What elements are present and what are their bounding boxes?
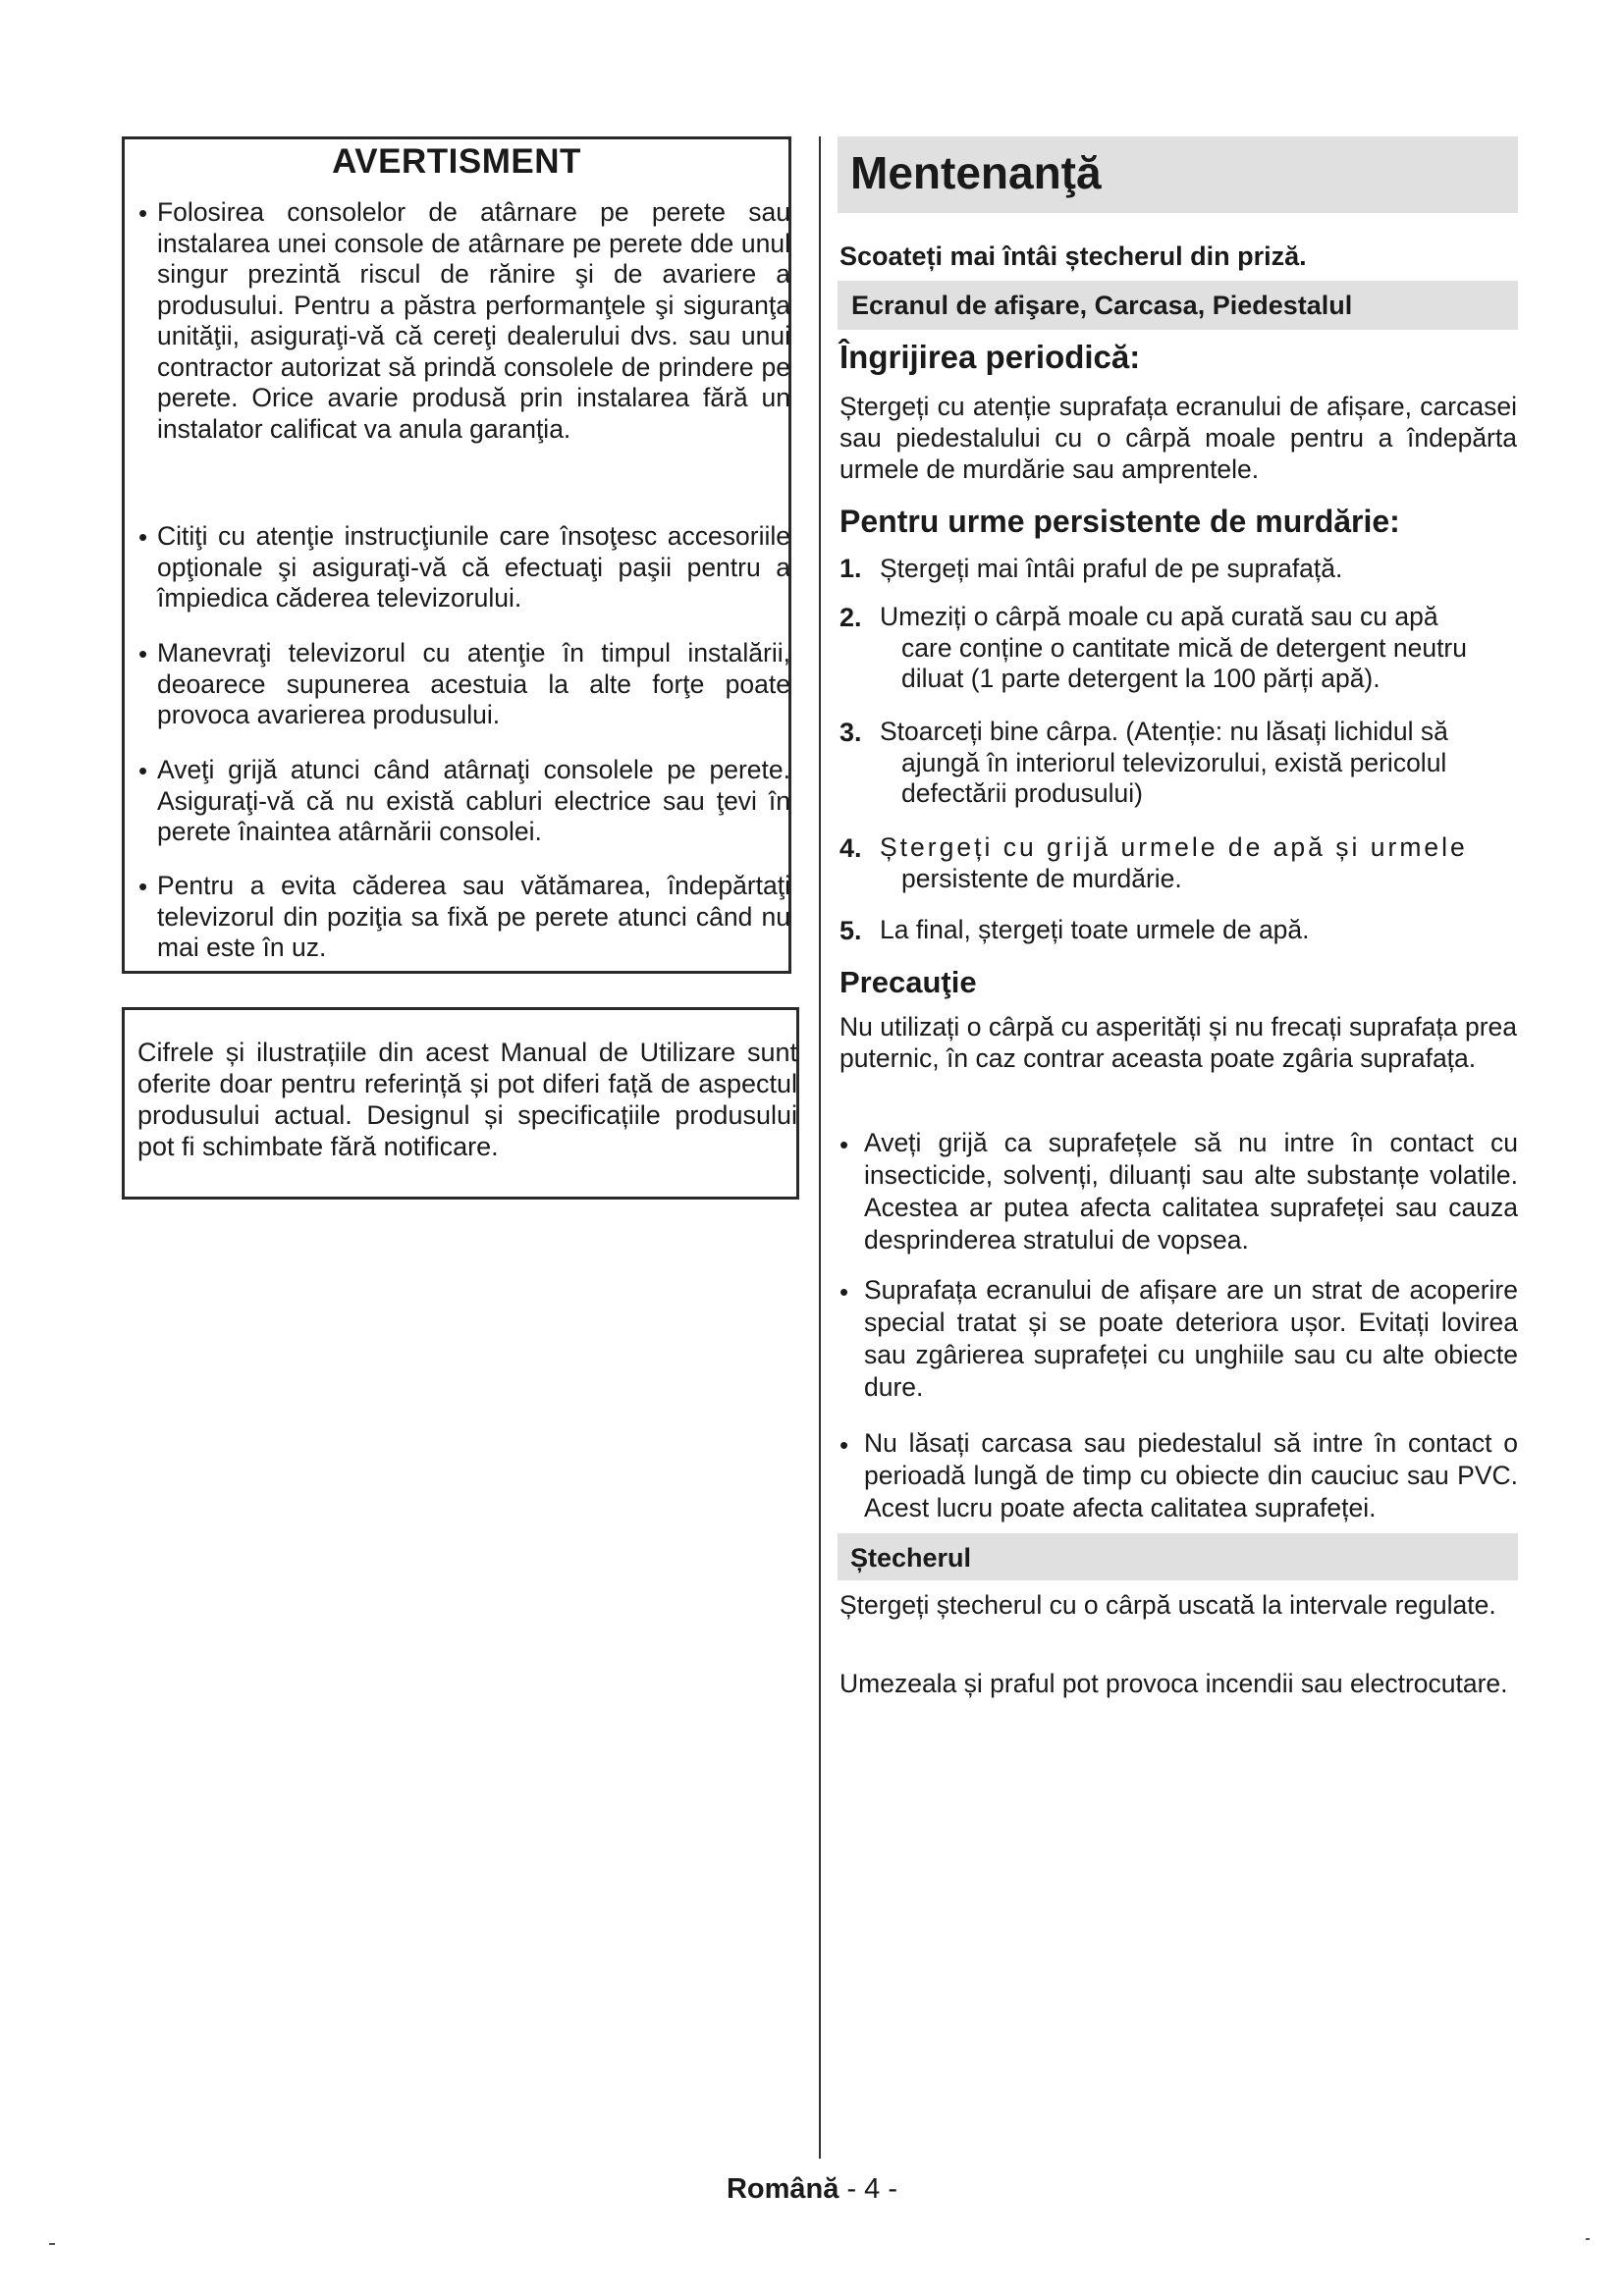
step-number: 1. <box>839 554 862 583</box>
plug-text-2: Umezeala și praful pot provoca incendii sau electrocutare. <box>839 1669 1508 1698</box>
column-divider <box>819 136 821 2159</box>
footer-language: Română <box>726 2173 839 2205</box>
step-text-continued: persistente de murdărie. <box>901 863 1182 893</box>
bullet: • <box>839 1130 849 1159</box>
bullet: • <box>839 1430 849 1460</box>
section-bar-label: Ecranul de afişare, Carcasa, Piedestalul <box>851 291 1353 320</box>
step-number: 4. <box>839 833 862 863</box>
warning-item-3: Manevraţi televizorul cu atenţie în timpul instalării, deoarece supunerea acestuia la alte forţe poate provoca avarierea produsului. <box>157 638 790 729</box>
step-text <box>880 832 1518 894</box>
plug-heading: Ștecherul <box>850 1543 972 1573</box>
step-text-line: Umeziți o cârpă moale cu apă curată sau cu apă <box>880 602 1438 631</box>
bullet: • <box>138 756 148 785</box>
warning-item-5: Pentru a evita căderea sau vătămarea, îndepărtaţi televizorul din poziţia sa fixă pe perete atunci când nu mai este în uz. <box>157 871 790 962</box>
step-number: 2. <box>839 603 862 632</box>
footer-page-number: - 4 - <box>846 2173 898 2205</box>
step-text-line: La final, ștergeți toate urmele de apă. <box>880 915 1310 944</box>
bullet: • <box>839 1277 849 1307</box>
step-text <box>880 554 1518 585</box>
step-number: 3. <box>839 718 862 747</box>
step-number: 5. <box>839 916 862 945</box>
step-text-continued: care conține o cantitate mică de detergent neutru diluat (1 parte detergent la 100 părți apă). <box>901 632 1467 693</box>
step-text-line: Stoarceți bine cârpa. (Atenție: nu lăsați lichidul să <box>880 717 1448 746</box>
step-text <box>880 915 1518 946</box>
bullet: • <box>138 872 148 901</box>
disclaimer-text: Cifrele și ilustrațiile din acest Manual de Utilizare sunt oferite doar pentru referință și pot diferi față de aspectul produsului actual. Designul și specificațiile produsului pot fi schimbate fără notificare. <box>137 1038 797 1161</box>
plug-text-1: Ștergeți ștecherul cu o cârpă uscată la intervale regulate. <box>839 1590 1496 1620</box>
step-text <box>880 602 1518 695</box>
persistent-heading: Pentru urme persistente de murdărie: <box>839 504 1400 539</box>
crop-mark <box>49 2243 55 2245</box>
periodic-heading: Îngrijirea periodică: <box>839 339 1141 375</box>
page-footer <box>0 2173 1624 2206</box>
caution-text: Nu utilizați o cârpă cu asperități și nu frecați suprafața prea puternic, în caz contrar aceasta poate zgâria suprafața. <box>839 1012 1517 1073</box>
bullet: • <box>138 198 148 228</box>
caution-bullet-2: Suprafața ecranului de afișare are un strat de acoperire special tratat și se poate deteriora ușor. Evitați lovirea sau zgârierea suprafeței cu unghiile sau cu alte obiecte dure. <box>864 1275 1518 1402</box>
bullet: • <box>138 639 148 668</box>
crop-mark <box>1586 2238 1590 2240</box>
warning-title: AVERTISMENT <box>332 142 581 181</box>
warning-item-4: Aveţi grijă atunci când atârnaţi consolele pe perete. Asiguraţi-vă că nu există cabluri electrice sau ţevi în perete înaintea atârnării consolei. <box>157 755 790 846</box>
unplug-instruction: Scoateți mai întâi ștecherul din priză. <box>839 241 1307 271</box>
step-text-continued: ajungă în interiorul televizorului, există pericolul defectării produsului) <box>901 747 1447 808</box>
maintenance-title: Mentenanţă <box>850 147 1102 198</box>
caution-bullet-3: Nu lăsați carcasa sau piedestalul să intre în contact o perioadă lungă de timp cu obiecte din cauciuc sau PVC. Acest lucru poate afecta calitatea suprafeței. <box>864 1428 1518 1522</box>
caution-bullet-1: Aveți grijă ca suprafețele să nu intre în contact cu insecticide, solvenți, diluanți sau alte substanțe volatile. Acestea ar putea afecta calitatea suprafeței sau cauza desprinderea stratului de vopsea. <box>864 1128 1518 1255</box>
warning-item-2: Citiţi cu atenţie instrucţiunile care însoţesc accesoriile opţionale şi asiguraţi-vă că efectuaţi paşii pentru a împiedica căderea televizorului. <box>157 521 790 613</box>
warning-item-1: Folosirea consolelor de atârnare pe perete sau instalarea unei console de atârnare pe perete dde unul singur prezintă riscul de rănire şi de avariere a produsului. Pentru a păstra performanţele şi siguranţa unităţii, asiguraţi-vă că cereţi dealerului dvs. sau unui contractor autorizat să prindă consolele de prindere pe perete. Orice avarie produsă prin instalarea fără un instalator calificat va anula garanţia. <box>157 197 790 444</box>
caution-heading: Precauţie <box>839 965 977 999</box>
periodic-text: Ștergeți cu atenție suprafața ecranului de afișare, carcasei sau piedestalului cu o cârpă moale pentru a îndepărta urmele de murdărie sau amprentele. <box>839 392 1517 484</box>
step-text-line: Ștergeți mai întâi praful de pe suprafață. <box>880 554 1343 583</box>
bullet: • <box>138 522 148 552</box>
step-text-line: Ștergeți cu grijă urmele de apă și urmele <box>880 832 1468 862</box>
step-text <box>880 717 1518 810</box>
